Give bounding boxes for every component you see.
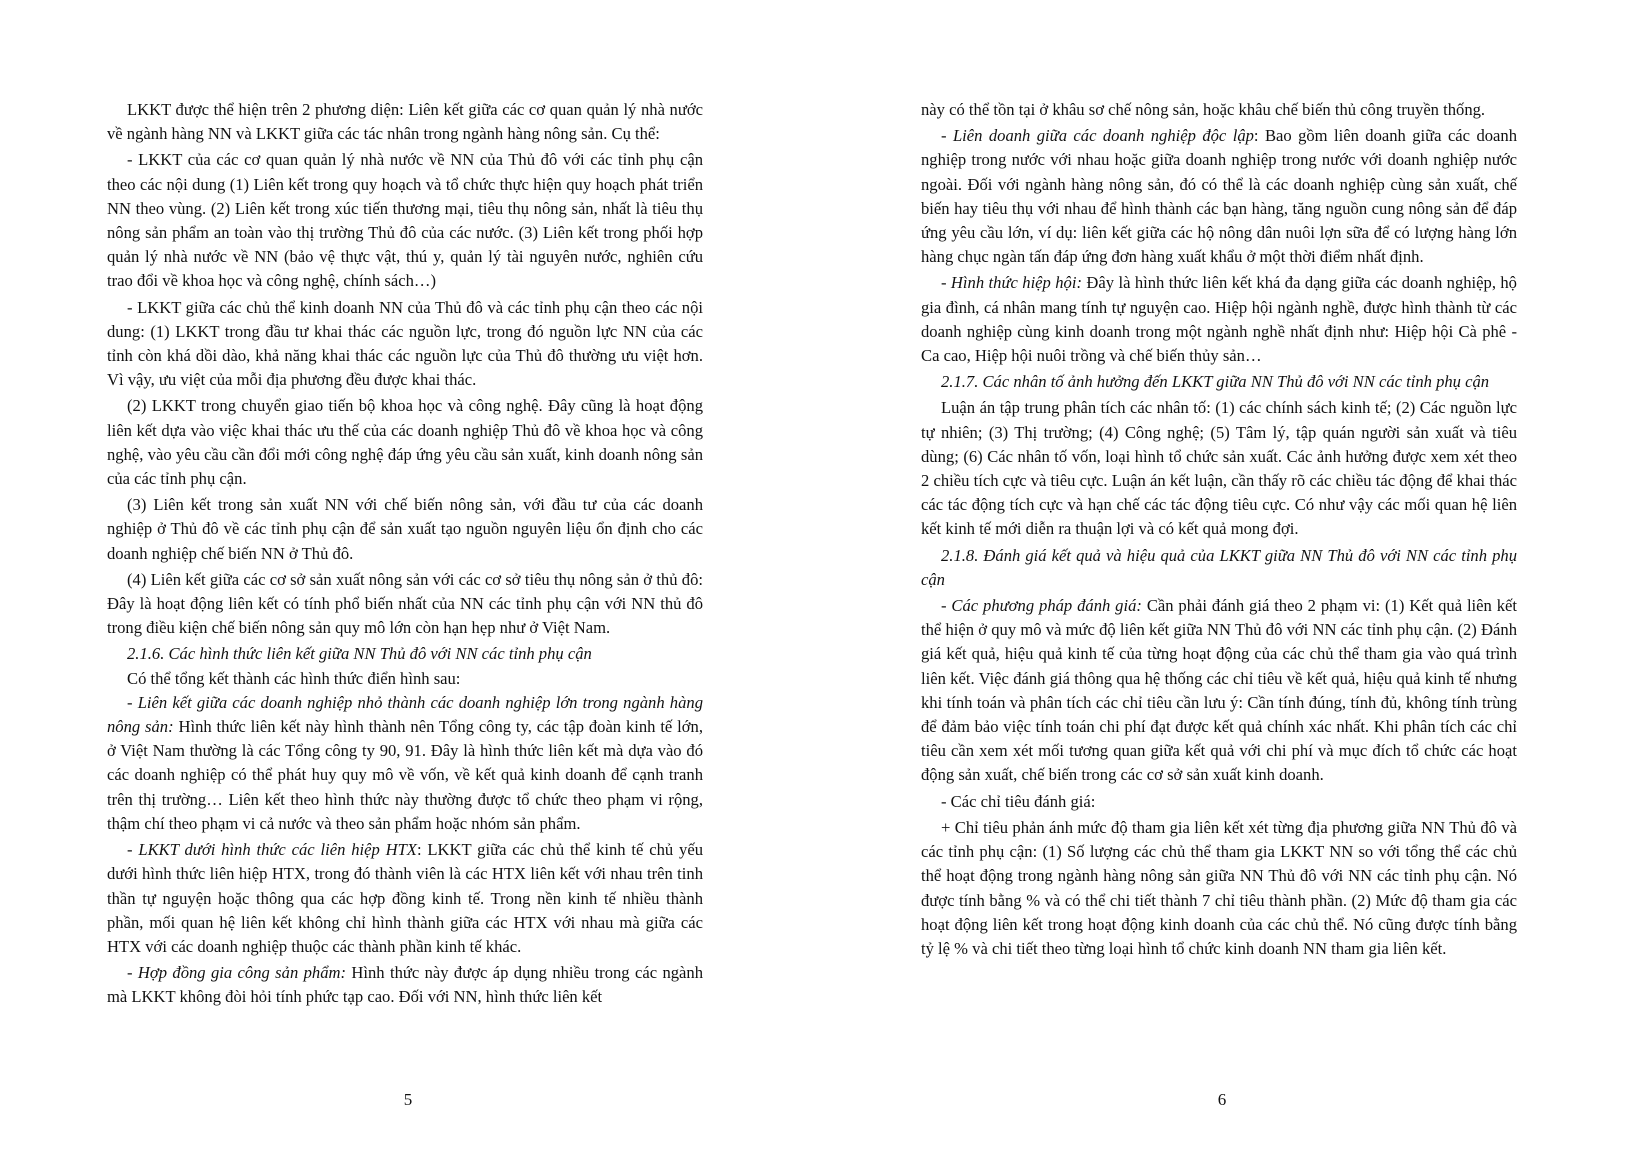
paragraph: (4) Liên kết giữa các cơ sở sản xuất nông sản với các cơ sở tiêu thụ nông sản ở thủ đô: Đây là hoạt động liên kết có tính phổ biến nhất của NN các tỉnh phụ cận với NN thủ đô trong điều kiện chế biến nông sản quy mô lớn còn hạn hẹp như ở Việt Nam. [107,569,703,638]
paragraph: + Chỉ tiêu phản ánh mức độ tham gia liên kết xét từng địa phương giữa NN Thủ đô và các tỉnh phụ cận: (1) Số lượng các chủ thể tham gia LKKT NN so với tổng thể các chủ thể hoạt động trong ngành hàng nông sản giữa NN Thủ đô với NN các tỉnh phụ cận. Nó được tính bằng % và có thể chi tiết thành 7 chỉ tiêu thành phần. (2) Mức độ tham gia các hoạt động liên kết trong hoạt động kinh doanh của các chủ thể. Nó cũng được tính bằng tỷ lệ % và chi tiết theo từng loại hình tổ chức kinh doanh NN tham gia liên kết. [921,817,1517,958]
paragraph-text: : LKKT giữa các chủ thể kinh tế chủ yếu dưới hình thức liên hiệp HTX, trong đó thành viên là các HTX liên kết với nhau trên tinh thần tự nguyện hoặc thông qua các hợp đồng kinh tế. Trong nền kinh tế nhiều thành phần, mối quan hệ liên kết không chỉ hình thành giữa các HTX với nhau mà giữa các HTX với các doanh nghiệp thuộc các thành phần kinh tế khác. [107,840,703,956]
left-page-body [107,98,703,1010]
page-number: 6 [1217,1090,1227,1109]
paragraph: - Các chỉ tiêu đánh giá: [941,791,1096,811]
paragraph [921,594,1517,788]
paragraph: - LKKT của các cơ quan quản lý nhà nước về NN của Thủ đô với các tỉnh phụ cận theo các nội dung (1) Liên kết trong quy hoạch và tổ chức thực hiện quy hoạch phát triển NN theo vùng. (2) Liên kết trong xúc tiến thương mại, tiêu thụ nông sản, nhất là tiêu thụ nông sản phẩm an toàn vào thị trường Thủ đô của các nước. (3) Liên kết trong phối hợp quản lý nhà nước về NN (bảo vệ thực vật, thú y, quản lý tài nguyên nước, nghiên cứu trao đổi về khoa học và công nghệ, chính sách…) [107,150,703,291]
right-page [819,0,1637,1157]
paragraph [107,961,703,1009]
paragraph: này có thể tồn tại ở khâu sơ chế nông sản, hoặc khâu chế biến thủ công truyền thống. [921,100,1486,119]
section-heading: 2.1.8. Đánh giá kết quả và hiệu quả của LKKT giữa NN Thủ đô với NN các tỉnh phụ cận [921,545,1517,589]
paragraph: (2) LKKT trong chuyển giao tiến bộ khoa học và công nghệ. Đây cũng là hoạt động liên kết dựa vào việc khai thác ưu thế của các doanh nghiệp Thủ đô về khoa học và công nghệ, vào yêu cầu cần đổi mới công nghệ đáp ứng yêu cầu sản xuất, kinh doanh nông sản của các tỉnh phụ cận. [107,396,703,489]
paragraph-text: Đây là hình thức liên kết khá đa dạng giữa các doanh nghiệp, hộ gia đình, cá nhân mang tính tự nguyện cao. Hiệp hội ngành nghề, được hình thành từ các doanh nghiệp cùng kinh doanh trong một ngành nghề nhất định như: Hiệp hội Cà phê - Ca cao, Hiệp hội nuôi trồng và chế biến thủy sản… [921,273,1517,366]
paragraph: (3) Liên kết trong sản xuất NN với chế biến nông sản, với đầu tư của các doanh nghiệp ở Thủ đô về các tỉnh phụ cận để sản xuất tạo nguồn nguyên liệu ổn định cho các doanh nghiệp chế biến NN ở Thủ đô. [107,495,703,563]
paragraph-lead: - LKKT dưới hình thức các liên hiệp HTX [127,840,417,860]
paragraph-lead: - Liên kết giữa các doanh nghiệp nhỏ thành các doanh nghiệp lớn trong ngành hàng nông sản: [107,692,703,737]
paragraph-text: Hình thức liên kết này hình thành nên Tổng công ty, các tập đoàn kinh tế lớn, ở Việt Nam thường là các Tổng công ty 90, 91. Đây là hình thức liên kết mà dựa vào đó các doanh nghiệp có thể phát huy quy mô về vốn, về kết quả kinh doanh để cạnh tranh trên thị trường… Liên kết theo hình thức này thường được tổ chức theo phạm vi rộng, thậm chí theo phạm vi cả nước và theo sản phẩm hoặc nhóm sản phẩm. [107,717,703,833]
paragraph [921,124,1517,269]
paragraph-lead: - Liên doanh giữa các doanh nghiệp độc lập [941,126,1254,146]
section-heading: 2.1.7. Các nhân tố ảnh hưởng đến LKKT giữa NN Thủ đô với NN các tỉnh phụ cận [941,372,1490,392]
paragraph: LKKT được thể hiện trên 2 phương diện: Liên kết giữa các cơ quan quản lý nhà nước về ngành hàng NN và LKKT giữa các tác nhân trong ngành hàng nông sản. Cụ thể: [107,100,703,144]
paragraph: - LKKT giữa các chủ thể kinh doanh NN của Thủ đô và các tỉnh phụ cận theo các nội dung: (1) LKKT trong đầu tư khai thác các nguồn lực, trong đó nguồn lực NN của các tỉnh còn khá dồi dào, khả năng khai thác các nguồn lực của Thủ đô thường ưu việt hơn. Vì vậy, ưu việt của mỗi địa phương đều được khai thác. [107,297,703,390]
left-page [0,0,818,1157]
paragraph-lead: - Hợp đồng gia công sản phẩm: [127,963,347,983]
paragraph [921,271,1517,368]
paragraph-text: : Bao gồm liên doanh giữa các doanh nghiệp trong nước với nhau hoặc giữa doanh nghiệp trong nước với doanh nghiệp nước ngoài. Đối với ngành hàng nông sản, đó có thể là các doanh nghiệp cùng sản xuất, chế biến hay tiêu thụ với nhau để hình thành các bạn hàng, tăng nguồn cung nông sản để đáp ứng yêu cầu lớn, ví dụ: liên kết giữa các hộ nông dân nuôi lợn sữa để có lượng hàng lớn hàng chục ngàn tấn đáp ứng đơn hàng xuất khẩu ở một thời điểm nhất định. [921,126,1518,267]
paragraph: Có thể tổng kết thành các hình thức điển hình sau: [127,668,461,688]
paragraph-text: Cần phải đánh giá theo 2 phạm vi: (1) Kết quả liên kết thể hiện ở quy mô và mức độ liên kết giữa NN Thủ đô với NN các tỉnh phụ cận. (2) Đánh giá kết quả, hiệu quả kinh tế của từng hoạt động của các chủ thể tham gia vào quá trình liên kết. Việc đánh giá thông qua hệ thống các chỉ tiêu về kết quả, hiệu quả kinh tế nhưng khi tính toán và phân tích các chỉ tiêu cần lưu ý: Cần tính đúng, tính đủ, không tính trùng để đảm bảo việc tính toán chi phí đạt được kết quả chính xác nhất. Khi phân tích các chỉ tiêu cần xem xét mối tương quan giữa kết quả với chi phí và mục đích tổ chức các hoạt động sản xuất, chế biến trong các cơ sở sản xuất kinh doanh. [921,596,1517,785]
right-page-body [921,98,1517,961]
paragraph [107,691,703,836]
paragraph-lead: - Hình thức hiệp hội: [941,273,1082,293]
page-number: 5 [403,1090,413,1109]
paragraph [107,838,703,959]
section-heading: 2.1.6. Các hình thức liên kết giữa NN Thủ đô với NN các tỉnh phụ cận [127,644,592,664]
paragraph: Luận án tập trung phân tích các nhân tố: (1) các chính sách kinh tế; (2) Các nguồn lực tự nhiên; (3) Thị trường; (4) Công nghệ; (5) Tâm lý, tập quán người sản xuất và tiêu dùng; (6) Các nhân tố vốn, loại hình tổ chức sản xuất. Các ảnh hưởng được xem xét theo 2 chiều tích cực và tiêu cực. Luận án kết luận, cần thấy rõ các chiều tác động để khai thác các tác động tích cực và hạn chế các tác động tiêu cực. Có như vậy các mối quan hệ liên kết kinh tế mới diễn ra thuận lợi và có kết quả mong đợi. [921,398,1517,539]
paragraph-lead: - Các phương pháp đánh giá: [941,596,1142,616]
paragraph-text: Hình thức này được áp dụng nhiều trong các ngành mà LKKT không đòi hỏi tính phức tạp cao. Đối với NN, hình thức liên kết [107,963,703,1007]
